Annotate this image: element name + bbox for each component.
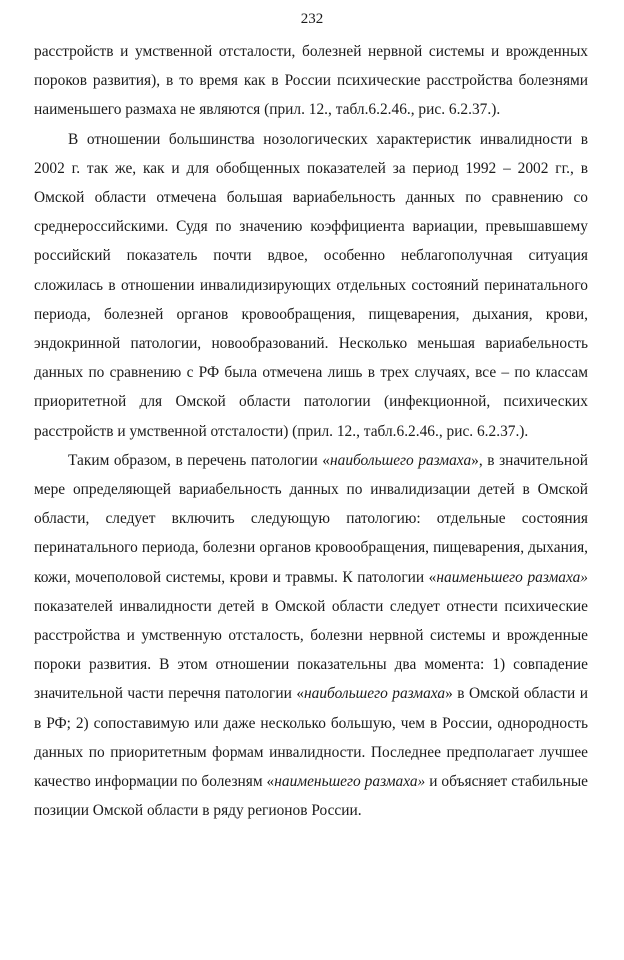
paragraph bbox=[34, 446, 588, 826]
page-number: 232 bbox=[300, 11, 324, 27]
italic-term: наибольшего размаха bbox=[329, 451, 472, 469]
body-text bbox=[34, 37, 588, 825]
text-run: показателей инвалидности детей в Омской области следует отнести психические расстройства и умственную отсталость, болезни нервной системы и врожденные пороки развития. В этом отношении показательны два момента: 1) совпадение значительной части перечня патологии « bbox=[34, 597, 588, 703]
italic-term: наименьшего размаха» bbox=[436, 568, 588, 586]
text-run: » в Омской области и в РФ; 2) сопоставимую или даже несколько большую, чем в России, однородность данных по приоритетным формам инвалидности. Последнее предполагает лучшее качество информации по болезням « bbox=[34, 685, 588, 791]
text-run: », в значительной мере определяющей вариабельность данных по инвалидизации детей в Омской области, следует включить следующую патологию: отдельные состояния перинатального периода, болезни органов кровообращения, пищеварения, дыхания, кожи, мочеполовой системы, крови и травмы. К патологии « bbox=[34, 451, 588, 586]
italic-term: наименьшего размаха» bbox=[274, 773, 426, 791]
paragraph bbox=[34, 37, 588, 125]
text-run: и объясняет стабильные позиции Омской области в ряду регионов России. bbox=[34, 773, 588, 820]
italic-term: наибольшего размаха bbox=[304, 685, 446, 703]
text-run: Таким образом, в перечень патологии « bbox=[68, 451, 330, 469]
text-run: расстройств и умственной отсталости, болезней нервной системы и врожденных пороков развития), в то время как в России психические расстройства болезнями наименьшего размаха не являются (прил. 12., табл.6.2.46., рис. 6.2.37.). bbox=[34, 43, 588, 119]
text-run: В отношении большинства нозологических характеристик инвалидности в 2002 г. так же, как и для обобщенных показателей за период 1992 – 2002 гг., в Омской области отмечена большая вариабельность данных по сравнению со среднероссийскими. Судя по значению коэффициента вариации, превышавшему российский показатель почти вдвое, особенно неблагополучная ситуация сложилась в отношении инвалидизирующих отдельных состояний перинатального периода, болезней органов кровообращения, пищеварения, дыхания, крови, эндокринной патологии, новообразований. Несколько меньшая вариабельность данных по сравнению с РФ была отмечена лишь в трех случаях, все – по классам приоритетной для Омской области патологии (инфекционной, психических расстройств и умственной отсталости) (прил. 12., табл.6.2.46., рис. 6.2.37.). bbox=[34, 130, 588, 440]
paragraph bbox=[34, 125, 588, 446]
